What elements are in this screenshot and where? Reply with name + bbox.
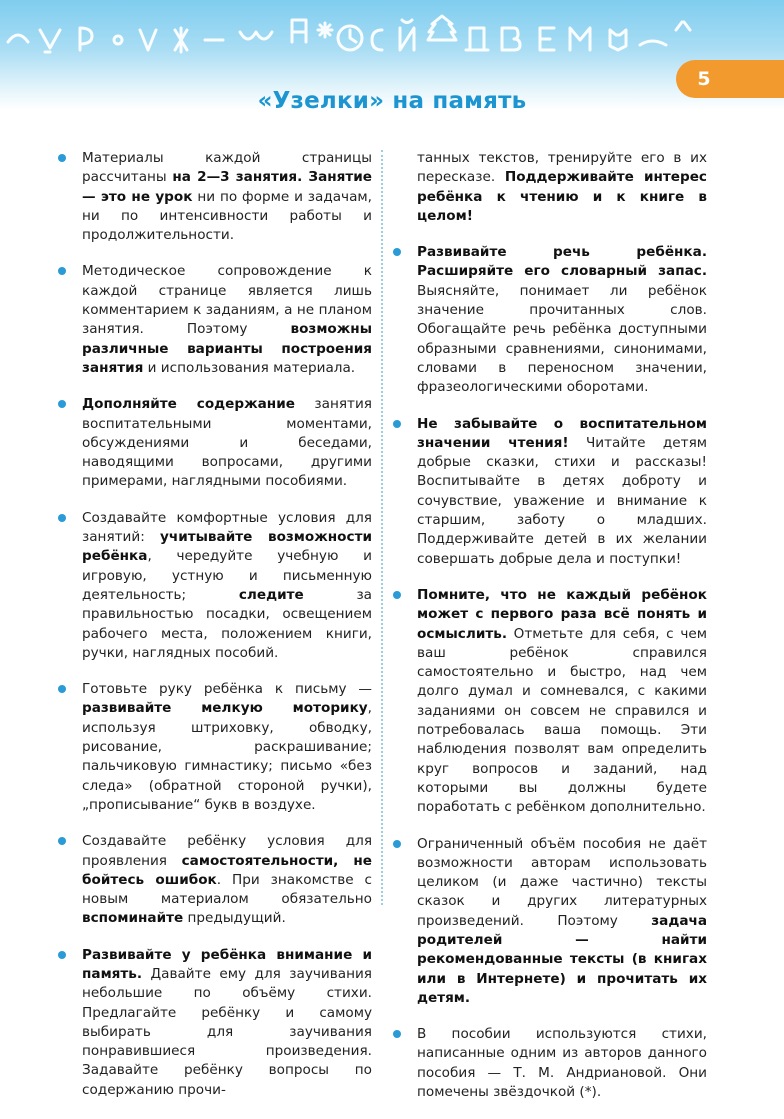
list-item-text	[417, 835, 707, 1009]
bullet-icon	[58, 514, 66, 522]
text-segment: . При знакомстве с новым материалом обязательно	[82, 871, 372, 908]
text-segment: предыдущий.	[183, 910, 286, 927]
text-segment: , чередуйте учебную и игровую, устную и письменную деятельность;	[82, 548, 372, 603]
text-segment: Методическое сопровождение к каждой странице является лишь комментарием к заданиям, а не планом занятия. Поэтому	[82, 263, 372, 338]
list-item	[58, 395, 372, 491]
bullet-icon	[58, 154, 66, 162]
list-item-text	[417, 586, 707, 818]
list-item	[58, 262, 372, 378]
right-column	[393, 149, 707, 1119]
text-segment: Читайте детям добрые сказки, стихи и рассказы! Воспитывайте в детях доброту и сочувствие, уважение и внимание к старшим, заботу о младших. Поддерживайте детей в их желании совершать добрые дела и поступки!	[417, 434, 708, 567]
bold-text: Поддерживайте интерес ребёнка к чтению и к книге в целом!	[417, 169, 707, 224]
list-item	[393, 1025, 707, 1102]
bullet-icon	[58, 951, 66, 959]
text-segment: Ограниченный объём пособия не даёт возможности авторам использовать целиком (и даже частично) тексты сказок и других литературных произведений. Поэтому	[417, 835, 707, 929]
page-title: «Узелки» на память	[257, 88, 527, 114]
bullet-icon	[58, 685, 66, 693]
bold-text: вспоминайте	[82, 910, 184, 927]
bold-text: учитывайте возможности ребёнка	[82, 529, 372, 565]
list-item-text	[82, 395, 372, 491]
text-segment: Отметьте для себя, с чем ваш ребёнок справился самостоятельно и быстро, над чем долго думал и сомневался, с какими заданиями он совсем не справился и потребовалась ваша помощь. Эти наблюдения позволят вам определить круг вопросов и заданий, над которыми вы должны будете поработать с ребёнком дополнительно.	[417, 625, 707, 816]
page-number: 5	[697, 68, 711, 90]
text-segment: танных текстов, тренируйте его в их пересказе.	[417, 150, 707, 186]
bullet-icon	[393, 420, 401, 428]
bullet-icon	[393, 1030, 401, 1038]
bullet-icon	[58, 837, 66, 845]
list-item	[393, 149, 707, 226]
list-item	[58, 149, 372, 245]
text-segment: Создавайте комфортные условия для занятий:	[82, 509, 372, 546]
list-item	[58, 946, 372, 1100]
text-segment: В пособии используются стихи, написанные одним из авторов данного пособия — Т. М. Андриановой. Они помечены звёздочкой (*).	[417, 1026, 707, 1101]
bold-text: Развивайте речь ребёнка. Расширяйте его словарный запас.	[417, 244, 707, 280]
list-item-text	[82, 946, 372, 1100]
list-item	[58, 832, 372, 928]
text-segment: за правильностью посадки, освещением рабочего места, положением книги, ручки, наглядных пособий.	[82, 586, 372, 661]
bold-text: на 2—3 занятия. Занятие — это не урок	[82, 169, 372, 205]
list-item	[393, 835, 707, 1009]
bullet-icon	[393, 840, 401, 848]
text-segment: занятия воспитательными моментами, обсуждениями и беседами, наводящими вопросами, другими примерами, наглядными пособиями.	[82, 396, 372, 490]
bullet-icon	[58, 400, 66, 408]
list-item-text	[82, 832, 372, 928]
list-item	[393, 586, 707, 818]
bold-text: развивайте мелкую моторику	[82, 700, 368, 717]
list-item-text	[417, 415, 707, 569]
text-segment: , используя штриховку, обводку, рисование, раскрашивание; пальчиковую гимнастику; письмо «без следа» (обратной стороной ручки), „прописывание“ букв в воздухе.	[82, 700, 372, 813]
text-segment: ни по форме и задачам, ни по интенсивности работы и продолжительности.	[82, 188, 372, 244]
text-segment: Создавайте ребёнку условия для проявления	[82, 833, 372, 869]
bullet-icon	[58, 267, 66, 275]
text-segment: Материалы каждой страницы рассчитаны	[82, 150, 372, 186]
list-item-text	[82, 680, 372, 815]
text-segment: Готовьте руку ребёнка к письму —	[82, 681, 372, 698]
bold-text: самостоятельности, не бойтесь ошибок	[82, 852, 372, 888]
bold-text: задача родителей — найти рекомендованные тексты (в книгах или в Интернете) и прочитать их детям.	[417, 912, 707, 1006]
bold-text: Не забывайте о воспитательном значении чтения!	[417, 415, 707, 451]
list-item	[393, 243, 707, 397]
bullet-icon	[393, 591, 401, 599]
bold-text: Развивайте у ребёнка внимание и память.	[82, 946, 372, 982]
text-segment: и использования материала.	[143, 359, 356, 376]
list-item-text	[417, 1025, 707, 1102]
text-segment: Давайте ему для заучивания небольшие по объёму стихи. Предлагайте ребёнку и самому выбирать для заучивания понравившиеся произведения. Задавайте ребёнку вопросы по содержанию прочи-	[82, 965, 372, 1098]
list-item-text	[82, 509, 372, 663]
list-item-text	[82, 262, 372, 378]
bold-text: следите	[238, 586, 304, 603]
text-segment: Выясняйте, понимает ли ребёнок значение прочитанных слов. Обогащайте речь ребёнка доступными образными сравнениями, синонимами, словами в переносном значении, фразеологическими оборотами.	[417, 282, 707, 396]
list-item-text	[417, 243, 707, 397]
left-column	[58, 149, 372, 1117]
bold-text: Помните, что не каждый ребёнок может с первого раза всё понять и осмыслить.	[417, 586, 707, 642]
column-divider	[381, 150, 383, 905]
list-item	[58, 680, 372, 815]
list-item	[393, 415, 707, 569]
list-item-text	[417, 149, 707, 226]
list-item-text	[82, 149, 372, 245]
bullet-icon	[393, 248, 401, 256]
bold-text: Дополняйте содержание	[82, 396, 295, 413]
bold-text: возможны различные варианты построения занятия	[82, 321, 372, 376]
list-item	[58, 509, 372, 663]
